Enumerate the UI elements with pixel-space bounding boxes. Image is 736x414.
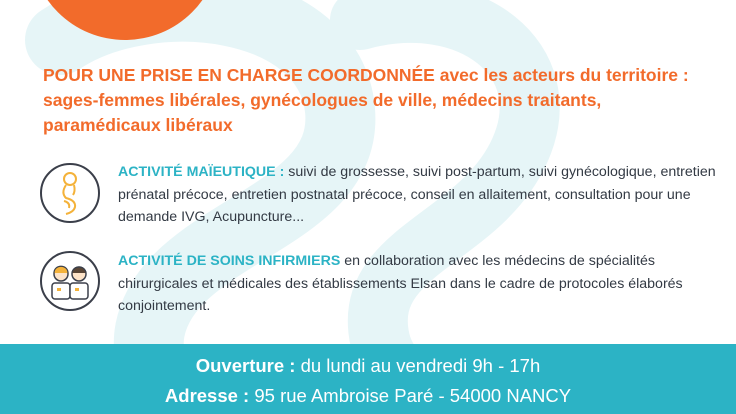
address-label: Adresse : xyxy=(164,385,250,406)
activity-soins-infirmiers xyxy=(118,250,718,318)
activity-soins-text: en collaboration avec les médecins de spécialités chirurgicales et médicales des établissements Elsan dans le cadre de protocoles élaborés conjointement. xyxy=(118,253,683,314)
opening-hours-value: du lundi au vendredi 9h - 17h xyxy=(295,355,541,376)
headline-rest: avec les acteurs du territoire : sages-femmes libérales, gynécologues de ville, médecins traitants, paramédicaux libéraux xyxy=(43,65,689,135)
activity-maieutique-text: suivi de grossesse, suivi post-partum, suivi gynécologique, entretien prénatal précoce, entretien postnatal précoce, conseil en allaitement, consultation pour une demande IVG, Acupuncture... xyxy=(118,164,716,225)
coordination-headline xyxy=(43,63,723,138)
activity-maieutique-label: ACTIVITÉ MAÏEUTIQUE : xyxy=(118,164,285,180)
address xyxy=(0,384,736,408)
opening-hours xyxy=(0,354,736,378)
pregnant-woman-icon xyxy=(40,163,100,223)
opening-hours-label: Ouverture : xyxy=(195,355,296,376)
nurses-icon xyxy=(40,251,100,311)
contact-footer xyxy=(0,344,736,414)
activity-maieutique xyxy=(118,161,718,229)
activity-soins-label: ACTIVITÉ DE SOINS INFIRMIERS xyxy=(118,253,341,269)
headline-lead: POUR UNE PRISE EN CHARGE COORDONNÉE xyxy=(43,65,435,85)
address-value: 95 rue Ambroise Paré - 54000 NANCY xyxy=(249,385,572,406)
